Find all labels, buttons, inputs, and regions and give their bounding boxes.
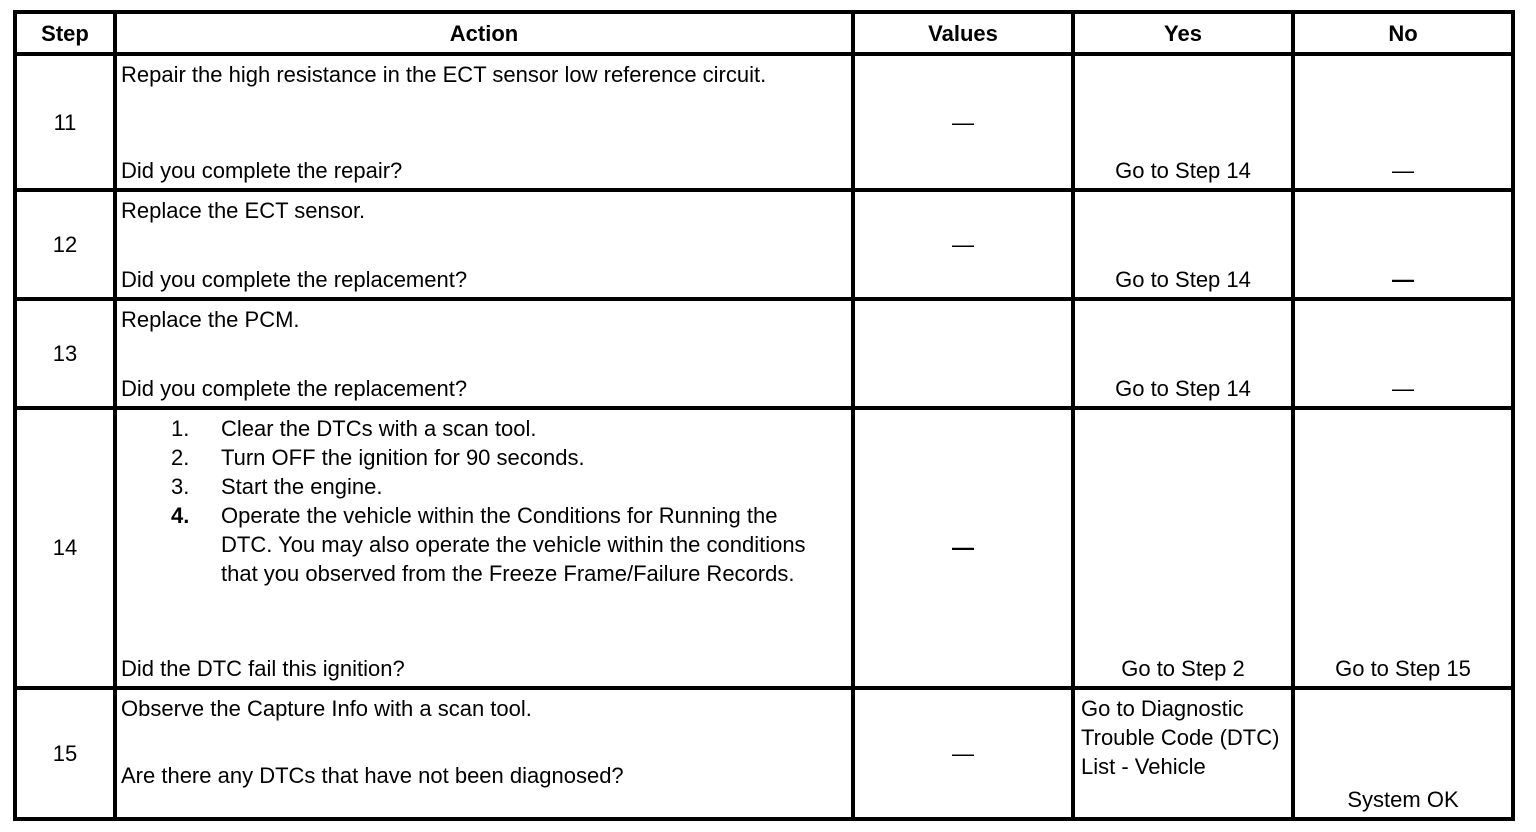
header-no: No: [1293, 12, 1513, 54]
header-action: Action: [115, 12, 853, 54]
yes-cell: [1073, 408, 1293, 688]
yes-cell: [1073, 190, 1293, 299]
list-number: 4.: [171, 502, 190, 528]
action-question: Did the DTC fail this ignition?: [121, 655, 405, 681]
action-cell: [115, 190, 853, 299]
values-cell: [853, 408, 1073, 688]
action-text: Replace the ECT sensor.: [121, 198, 366, 224]
action-text: Replace the PCM.: [121, 306, 300, 332]
table-row: [15, 408, 1513, 688]
header-yes: Yes: [1073, 12, 1293, 54]
table-row: [15, 190, 1513, 299]
action-cell: [115, 408, 853, 688]
header-row: [15, 12, 1513, 54]
no-text: System OK: [1347, 787, 1459, 812]
step-number: 12: [15, 190, 115, 299]
yes-cell: [1073, 54, 1293, 190]
no-cell: [1293, 408, 1513, 688]
list-item: [121, 472, 847, 501]
values-cell: —: [853, 54, 1073, 190]
yes-text: Go to Diagnostic Trouble Code (DTC) List - Vehicle: [1081, 695, 1280, 779]
list-number: 3.: [171, 473, 190, 499]
values-cell: [853, 299, 1073, 408]
step-number: 15: [15, 688, 115, 819]
action-question: Did you complete the repair?: [121, 158, 403, 184]
values-cell: —: [853, 190, 1073, 299]
action-cell: [115, 688, 853, 819]
yes-cell: [1073, 299, 1293, 408]
yes-text: Go to Step 14: [1115, 266, 1251, 292]
values-text: —: [952, 535, 974, 561]
list-text: Start the engine.: [221, 473, 383, 499]
table-row: [15, 688, 1513, 819]
no-cell: [1293, 688, 1513, 819]
header-step: Step: [15, 12, 115, 54]
no-text: —: [1392, 375, 1414, 401]
no-text: —: [1392, 158, 1414, 184]
list-item: [121, 501, 847, 588]
action-question: Are there any DTCs that have not been diagnosed?: [121, 762, 624, 788]
list-text: Operate the vehicle within the Conditions for Running the DTC. You may also operate the vehicle within the conditions that you observed from the Freeze Frame/Failure Records.: [221, 502, 806, 586]
step-number: 11: [15, 54, 115, 190]
yes-text: Go to Step 14: [1115, 158, 1251, 184]
action-text: Repair the high resistance in the ECT sensor low reference circuit.: [121, 62, 767, 87]
list-text: Turn OFF the ignition for 90 seconds.: [221, 444, 585, 470]
values-cell: —: [853, 688, 1073, 819]
action-question: Did you complete the replacement?: [121, 375, 468, 401]
no-cell: [1293, 190, 1513, 299]
step-number: 13: [15, 299, 115, 408]
list-item: [121, 443, 847, 472]
yes-cell: [1073, 688, 1293, 819]
action-text: Observe the Capture Info with a scan tool.: [121, 695, 532, 721]
no-cell: [1293, 299, 1513, 408]
list-number: 2.: [171, 444, 190, 470]
table-row: [15, 299, 1513, 408]
no-text: Go to Step 15: [1335, 655, 1471, 681]
table-row: [15, 54, 1513, 190]
step-number: 14: [15, 408, 115, 688]
list-item: [121, 414, 847, 443]
header-values: Values: [853, 12, 1073, 54]
list-text: Clear the DTCs with a scan tool.: [221, 415, 537, 441]
action-question: Did you complete the replacement?: [121, 266, 468, 292]
action-cell: [115, 299, 853, 408]
list-number: 1.: [171, 415, 190, 441]
no-cell: [1293, 54, 1513, 190]
diagnostic-table: [13, 10, 1515, 821]
yes-text: Go to Step 14: [1115, 375, 1251, 401]
procedure-list: [121, 414, 847, 588]
no-text: —: [1392, 266, 1414, 292]
action-cell: [115, 54, 853, 190]
yes-text: Go to Step 2: [1121, 655, 1245, 681]
